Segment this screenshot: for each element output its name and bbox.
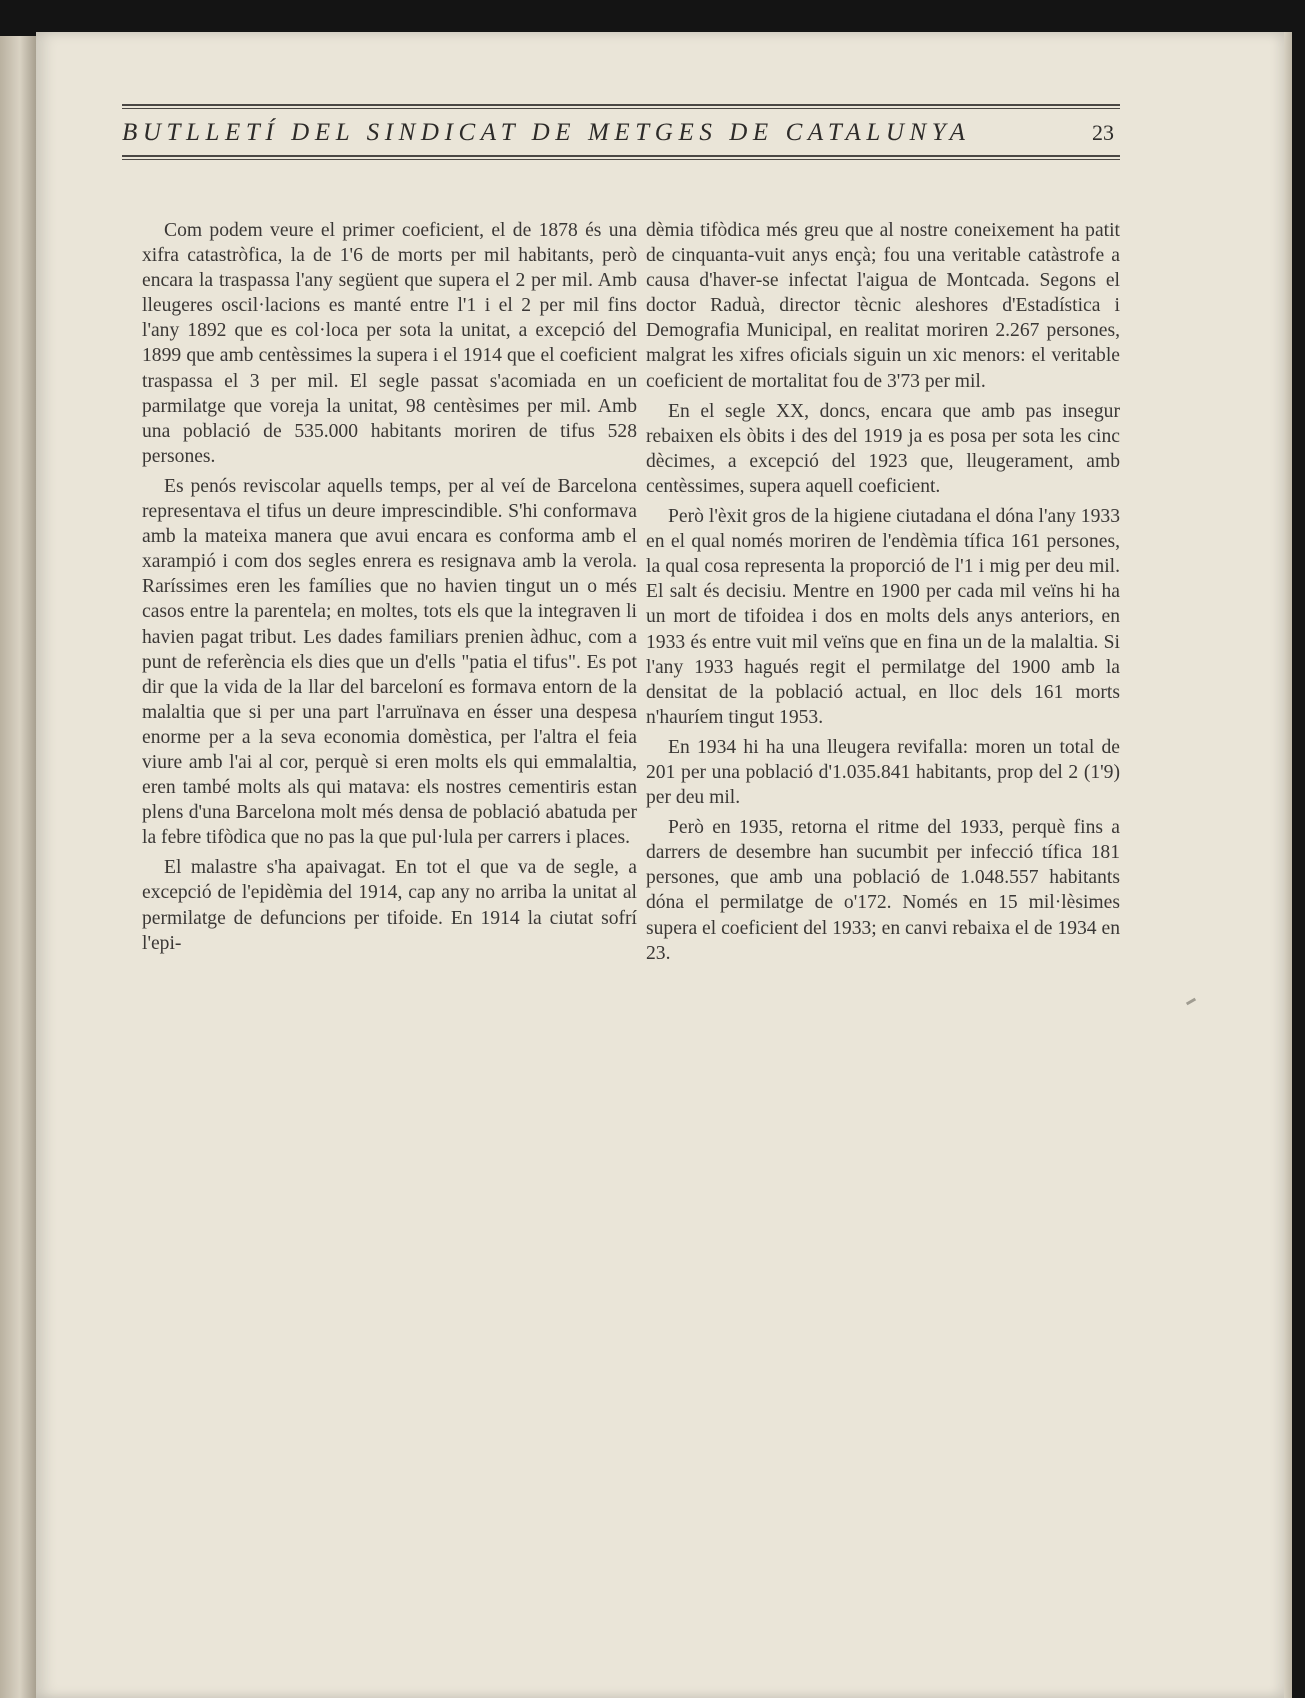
paragraph: Però l'èxit gros de la higiene ciutadana el dóna l'any 1933 en el qual només moriren de l'endèmia tífica 161 persones, la qual cosa representa la proporció de l'1 i mig per deu mil. El salt és decisiu. Mentre en 1900 per cada mil veïns hi ha un mort de tifoidea i dos en molts dels anys anteriors, en 1933 és entre vuit mil veïns que en fina un de la malaltia. Si l'any 1933 hagués regit el permilatge del 1900 amb la densitat de la població actual, en lloc dels 161 morts n'hauríem tingut 1953.: [646, 506, 1120, 728]
left-text-column: [142, 218, 637, 961]
page-number: 23: [1092, 120, 1114, 145]
page-edge: [1284, 32, 1292, 1698]
running-header: [122, 104, 1120, 160]
right-text-column: [646, 218, 1120, 971]
paragraph: Es penós reviscolar aquells temps, per al veí de Barcelona representava el tifus un deure imprescindible. S'hi conformava amb la mateixa manera que avui encara es conforma amb el xarampió i com dos segles enrera es resignava amb la verola. Raríssimes eren les famílies que no havien tingut un o més casos entre la parentela; en moltes, tots els que la integraven li havien pagat tribut. Les dades familiars prenien àdhuc, com a punt de referència els dies que un d'ells "patia el tifus". Es pot dir que la vida de la llar del barceloní es formava entorn de la malaltia que si per una part l'arruïnava en ésser una despesa enorme per a la seva economia domèstica, per l'altra el feia viure amb l'ai al cor, perquè si eren molts els qui emmalaltia, eren també molts als qui matava: els nostres cementiris estan plens d'una Barcelona molt més densa de població abatuda per la febre tifòdica que no pas la que pul·lula per carrers i places.: [142, 475, 637, 849]
header-bottom-rule: [122, 155, 1120, 157]
journal-title: BUTLLETÍ DEL SINDICAT DE METGES DE CATALUNYA: [122, 119, 971, 146]
header-bottom-rule-thin: [122, 159, 1120, 160]
header-top-rule: [122, 104, 1120, 106]
paragraph: En el segle XX, doncs, encara que amb pas insegur rebaixen els òbits i des del 1919 ja es posa per sota les cinc dècimes, a excepció del 1923 que, lleugerament, amb centèssimes, supera aquell coeficient.: [646, 400, 1120, 497]
paragraph: Però en 1935, retorna el ritme del 1933, perquè fins a darrers de desembre han sucumbit per infecció tífica 181 persones, que amb una població de 1.048.557 habitants dóna el permilatge de o'172. Només en 15 mil·lèsimes supera el coeficient del 1933; en canvi rebaixa el de 1934 en 23.: [646, 817, 1120, 964]
paragraph: Com podem veure el primer coeficient, el de 1878 és una xifra catastròfica, la de 1'6 de morts per mil habitants, però encara la traspassa l'any següent que supera el 2 per mil. Amb lleugeres oscil·lacions es manté entre l'1 i el 2 per mil fins l'any 1892 que es col·loca per sota la unitat, a excepció del 1899 que amb centèssimes la supera i el 1914 que el coeficient traspassa el 3 per mil. El segle passat s'acomiada en un parmilatge que voreja la unitat, 98 centèsimes per mil. Amb una població de 535.000 habitants moriren de tifus 528 persones.: [142, 220, 637, 467]
paragraph: El malastre s'ha apaivagat. En tot el que va de segle, a excepció de l'epidèmia del 1914, cap any no arriba la unitat al permilatge de defuncions per tifoide. En 1914 la ciutat sofrí l'epi-: [142, 857, 637, 954]
paragraph: dèmia tifòdica més greu que al nostre coneixement ha patit de cinquanta-vuit anys ençà; fou una veritable catàstrofe a causa d'haver-se infectat l'aigua de Montcada. Segons el doctor Raduà, director tècnic aleshores d'Estadística i Demografia Municipal, en realitat moriren 2.267 persones, malgrat les xifres oficials siguin un xic menors: el veritable coeficient de mortalitat fou de 3'73 per mil.: [646, 220, 1120, 392]
left-page-edge: [0, 36, 36, 1698]
header-line: [122, 109, 1120, 155]
paragraph: En 1934 hi ha una lleugera revifalla: moren un total de 201 per una població d'1.035.841 habitants, prop del 2 (1'9) per deu mil.: [646, 736, 1120, 809]
